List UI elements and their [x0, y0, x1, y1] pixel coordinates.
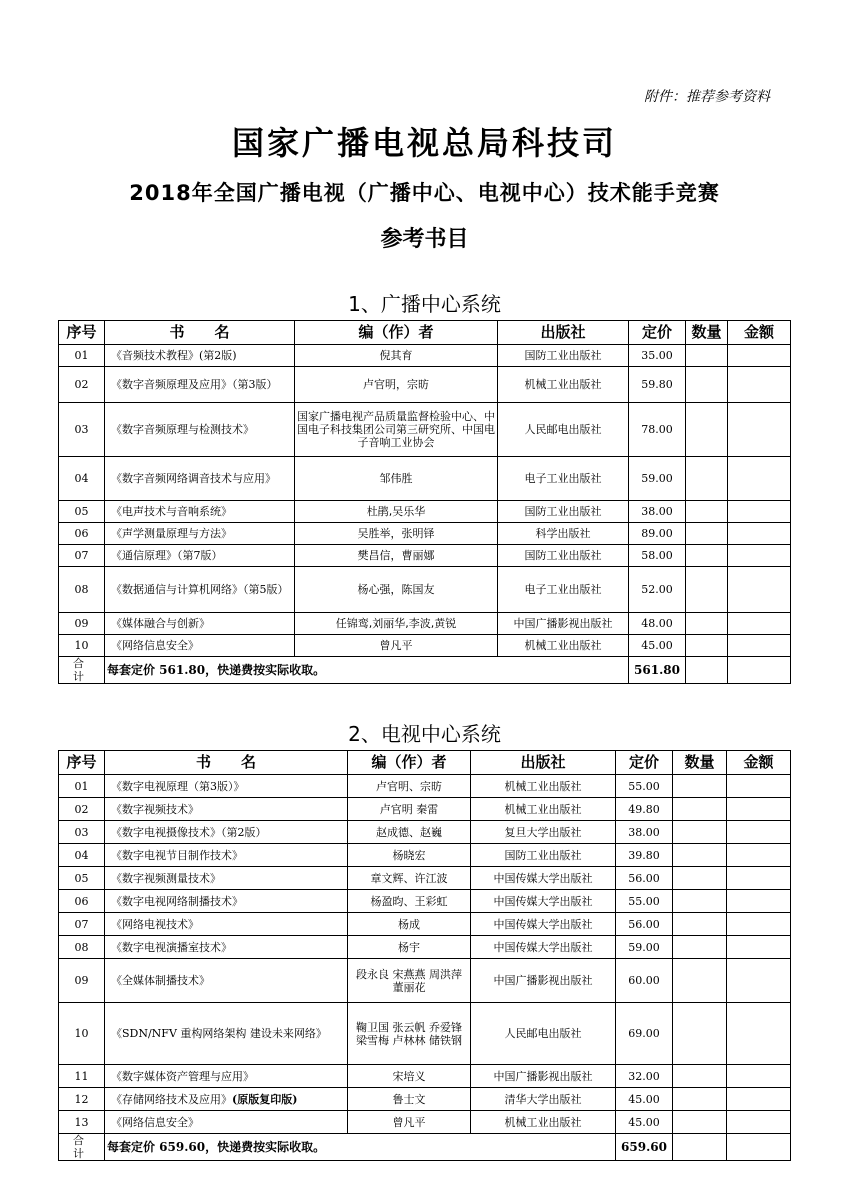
table-row	[59, 545, 791, 567]
header-price: 定价	[629, 321, 686, 345]
total-label: 合 计	[59, 1134, 105, 1161]
cell-book: 《数字音频原理及应用》（第3版）	[105, 367, 295, 403]
cell-seq: 08	[59, 567, 105, 613]
header-amount: 金额	[728, 321, 791, 345]
cell-author: 杨晓宏	[348, 844, 471, 867]
cell-amount	[727, 775, 791, 798]
table-row	[59, 890, 791, 913]
cell-author: 赵成德、赵巍	[348, 821, 471, 844]
cell-author: 宋培义	[348, 1065, 471, 1088]
cell-publisher: 人民邮电出版社	[498, 403, 629, 457]
cell-book: 《数据通信与计算机网络》（第5版）	[105, 567, 295, 613]
cell-book: 《音频技术教程》(第2版)	[105, 345, 295, 367]
cell-author: 樊昌信，曹丽娜	[295, 545, 498, 567]
table-row	[59, 523, 791, 545]
section1-heading: 1、广播中心系统	[348, 292, 501, 316]
header-author: 编（作）者	[348, 751, 471, 775]
total-row	[59, 1134, 791, 1161]
cell-publisher: 中国传媒大学出版社	[471, 936, 616, 959]
table-row	[59, 1003, 791, 1065]
cell-publisher: 中国传媒大学出版社	[471, 867, 616, 890]
cell-seq: 07	[59, 545, 105, 567]
cell-publisher: 国防工业出版社	[498, 345, 629, 367]
cell-author: 卢官明，宗昉	[295, 367, 498, 403]
table-row	[59, 798, 791, 821]
cell-price: 45.00	[629, 635, 686, 657]
cell-publisher: 电子工业出版社	[498, 567, 629, 613]
cell-author: 吴胜举，张明铎	[295, 523, 498, 545]
cell-publisher: 中国传媒大学出版社	[471, 890, 616, 913]
cell-price: 38.00	[629, 501, 686, 523]
cell-price: 39.80	[616, 844, 673, 867]
cell-amount	[728, 635, 791, 657]
cell-publisher: 机械工业出版社	[498, 635, 629, 657]
cell-price: 32.00	[616, 1065, 673, 1088]
cell-author: 杨宇	[348, 936, 471, 959]
cell-book: 《数字视频测量技术》	[105, 867, 348, 890]
cell-author: 国家广播电视产品质量监督检验中心、中国电子科技集团公司第三研究所、中国电子音响工业协会	[295, 403, 498, 457]
cell-publisher: 人民邮电出版社	[471, 1003, 616, 1065]
cell-price: 89.00	[629, 523, 686, 545]
cell-book: 《全媒体制播技术》	[105, 959, 348, 1003]
competition-title: 2018年全国广播电视（广播中心、电视中心）技术能手竞赛	[129, 181, 720, 205]
header-amount: 金额	[727, 751, 791, 775]
cell-book: 《数字媒体资产管理与应用》	[105, 1065, 348, 1088]
table-row	[59, 635, 791, 657]
cell-amount	[727, 844, 791, 867]
cell-publisher: 中国传媒大学出版社	[471, 913, 616, 936]
cell-author: 章文辉、许江波	[348, 867, 471, 890]
table-row	[59, 821, 791, 844]
cell-amount	[728, 657, 791, 684]
cell-author: 杨盈昀、王彩虹	[348, 890, 471, 913]
cell-seq: 11	[59, 1065, 105, 1088]
cell-amount	[727, 1003, 791, 1065]
cell-book: 《数字电视演播室技术》	[105, 936, 348, 959]
total-price: 561.80	[629, 657, 686, 684]
table-row	[59, 403, 791, 457]
cell-amount	[728, 345, 791, 367]
header-publisher: 出版社	[471, 751, 616, 775]
cell-price: 59.00	[616, 936, 673, 959]
table-header-row	[59, 321, 791, 345]
cell-price: 78.00	[629, 403, 686, 457]
cell-author: 倪其育	[295, 345, 498, 367]
table-row	[59, 1088, 791, 1111]
cell-qty	[673, 959, 727, 1003]
cell-publisher: 中国广播影视出版社	[471, 1065, 616, 1088]
cell-seq: 06	[59, 523, 105, 545]
cell-price: 48.00	[629, 613, 686, 635]
cell-book: 《数字电视节目制作技术》	[105, 844, 348, 867]
table-row	[59, 613, 791, 635]
header-author: 编（作）者	[295, 321, 498, 345]
cell-publisher: 机械工业出版社	[471, 798, 616, 821]
cell-qty	[673, 821, 727, 844]
table-row	[59, 959, 791, 1003]
table-row	[59, 501, 791, 523]
cell-seq: 02	[59, 798, 105, 821]
cell-publisher: 中国广播影视出版社	[471, 959, 616, 1003]
cell-seq: 10	[59, 635, 105, 657]
cell-seq: 07	[59, 913, 105, 936]
total-row	[59, 657, 791, 684]
table-row	[59, 775, 791, 798]
cell-amount	[727, 959, 791, 1003]
table-row	[59, 367, 791, 403]
cell-qty	[686, 567, 728, 613]
cell-book: 《数字电视网络制播技术》	[105, 890, 348, 913]
cell-qty	[686, 367, 728, 403]
cell-publisher: 机械工业出版社	[471, 1111, 616, 1134]
cell-author: 卢官明、宗昉	[348, 775, 471, 798]
cell-qty	[673, 844, 727, 867]
table-row	[59, 1065, 791, 1088]
cell-amount	[728, 501, 791, 523]
cell-amount	[728, 523, 791, 545]
cell-seq: 04	[59, 457, 105, 501]
header-book: 书 名	[105, 321, 295, 345]
cell-amount	[728, 545, 791, 567]
cell-amount	[727, 1111, 791, 1134]
table-row	[59, 345, 791, 367]
cell-qty	[686, 457, 728, 501]
cell-qty	[673, 890, 727, 913]
table-header-row	[59, 751, 791, 775]
cell-price: 52.00	[629, 567, 686, 613]
cell-amount	[727, 890, 791, 913]
cell-qty	[673, 1088, 727, 1111]
table-row	[59, 567, 791, 613]
cell-qty	[673, 867, 727, 890]
cell-seq: 03	[59, 403, 105, 457]
cell-book: 《数字视频技术》	[105, 798, 348, 821]
cell-seq: 13	[59, 1111, 105, 1134]
cell-seq: 01	[59, 345, 105, 367]
cell-author: 卢官明 秦雷	[348, 798, 471, 821]
cell-qty	[673, 1134, 727, 1161]
header-seq: 序号	[59, 321, 105, 345]
cell-book: 《网络电视技术》	[105, 913, 348, 936]
cell-author: 鞠卫国 张云帆 乔爱锋 梁雪梅 卢林林 储铁钢	[348, 1003, 471, 1065]
cell-seq: 04	[59, 844, 105, 867]
cell-seq: 02	[59, 367, 105, 403]
total-price: 659.60	[616, 1134, 673, 1161]
cell-qty	[686, 545, 728, 567]
cell-seq: 05	[59, 867, 105, 890]
cell-publisher: 国防工业出版社	[498, 545, 629, 567]
header-seq: 序号	[59, 751, 105, 775]
cell-author: 曾凡平	[348, 1111, 471, 1134]
cell-price: 45.00	[616, 1111, 673, 1134]
cell-publisher: 清华大学出版社	[471, 1088, 616, 1111]
cell-amount	[727, 1065, 791, 1088]
table-row	[59, 844, 791, 867]
header-price: 定价	[616, 751, 673, 775]
cell-author: 杨成	[348, 913, 471, 936]
header-qty: 数量	[673, 751, 727, 775]
cell-qty	[673, 775, 727, 798]
cell-author: 邹伟胜	[295, 457, 498, 501]
cell-amount	[727, 913, 791, 936]
total-note: 每套定价 659.60，快递费按实际收取。	[105, 1134, 616, 1161]
cell-amount	[728, 457, 791, 501]
cell-publisher: 国防工业出版社	[471, 844, 616, 867]
table-row	[59, 913, 791, 936]
cell-seq: 12	[59, 1088, 105, 1111]
cell-seq: 09	[59, 959, 105, 1003]
cell-qty	[686, 635, 728, 657]
cell-book: 《声学测量原理与方法》	[105, 523, 295, 545]
cell-qty	[673, 936, 727, 959]
table-row	[59, 1111, 791, 1134]
cell-price: 58.00	[629, 545, 686, 567]
cell-qty	[686, 523, 728, 545]
cell-qty	[673, 1003, 727, 1065]
cell-publisher: 机械工业出版社	[471, 775, 616, 798]
cell-price: 69.00	[616, 1003, 673, 1065]
cell-qty	[686, 501, 728, 523]
cell-qty	[673, 798, 727, 821]
cell-author: 任锦鸾,刘丽华,李波,黄锐	[295, 613, 498, 635]
cell-amount	[727, 821, 791, 844]
cell-author: 杨心强，陈国友	[295, 567, 498, 613]
cell-book: 《媒体融合与创新》	[105, 613, 295, 635]
table-row	[59, 867, 791, 890]
cell-amount	[728, 367, 791, 403]
issuer-title: 国家广播电视总局科技司	[231, 124, 617, 162]
cell-qty	[673, 1111, 727, 1134]
cell-amount	[728, 613, 791, 635]
cell-amount	[727, 1134, 791, 1161]
cell-seq: 03	[59, 821, 105, 844]
cell-book: 《数字音频网络调音技术与应用》	[105, 457, 295, 501]
cell-book: 《网络信息安全》	[105, 1111, 348, 1134]
section1-table	[58, 320, 791, 684]
header-publisher: 出版社	[498, 321, 629, 345]
cell-book: 《网络信息安全》	[105, 635, 295, 657]
cell-book: 《数字电视摄像技术》（第2版）	[105, 821, 348, 844]
section2-table	[58, 750, 791, 1161]
cell-price: 60.00	[616, 959, 673, 1003]
cell-author: 鲁士文	[348, 1088, 471, 1111]
header-book: 书 名	[105, 751, 348, 775]
cell-seq: 05	[59, 501, 105, 523]
cell-amount	[727, 1088, 791, 1111]
cell-book: 《数字电视原理（第3版）》	[105, 775, 348, 798]
book-edition-note: (原版复印版)	[232, 1092, 298, 1106]
cell-book: 《数字音频原理与检测技术》	[105, 403, 295, 457]
cell-publisher: 科学出版社	[498, 523, 629, 545]
cell-price: 35.00	[629, 345, 686, 367]
cell-price: 49.80	[616, 798, 673, 821]
cell-amount	[728, 403, 791, 457]
cell-qty	[686, 403, 728, 457]
cell-qty	[673, 1065, 727, 1088]
section2-heading: 2、电视中心系统	[348, 722, 501, 746]
cell-price: 56.00	[616, 867, 673, 890]
cell-author: 曾凡平	[295, 635, 498, 657]
total-note: 每套定价 561.80，快递费按实际收取。	[105, 657, 629, 684]
cell-price: 45.00	[616, 1088, 673, 1111]
cell-price: 55.00	[616, 890, 673, 913]
attachment-note: 附件：推荐参考资料	[644, 89, 770, 105]
cell-publisher: 复旦大学出版社	[471, 821, 616, 844]
book-title: 《存储网络技术及应用》	[111, 1092, 232, 1106]
cell-qty	[686, 657, 728, 684]
table-row	[59, 457, 791, 501]
total-label: 合 计	[59, 657, 105, 684]
cell-amount	[727, 936, 791, 959]
table-row	[59, 936, 791, 959]
cell-price: 38.00	[616, 821, 673, 844]
cell-amount	[728, 567, 791, 613]
cell-amount	[727, 867, 791, 890]
cell-qty	[686, 345, 728, 367]
cell-publisher: 中国广播影视出版社	[498, 613, 629, 635]
cell-qty	[686, 613, 728, 635]
cell-book: 《通信原理》（第7版）	[105, 545, 295, 567]
cell-seq: 08	[59, 936, 105, 959]
cell-price: 56.00	[616, 913, 673, 936]
cell-seq: 10	[59, 1003, 105, 1065]
cell-seq: 09	[59, 613, 105, 635]
cell-qty	[673, 913, 727, 936]
cell-publisher: 机械工业出版社	[498, 367, 629, 403]
cell-book: 《电声技术与音响系统》	[105, 501, 295, 523]
cell-price: 55.00	[616, 775, 673, 798]
cell-publisher: 电子工业出版社	[498, 457, 629, 501]
cell-seq: 06	[59, 890, 105, 913]
cell-publisher: 国防工业出版社	[498, 501, 629, 523]
cell-book	[105, 1088, 348, 1111]
cell-book: 《SDN/NFV 重构网络架构 建设未来网络》	[105, 1003, 348, 1065]
cell-amount	[727, 798, 791, 821]
header-qty: 数量	[686, 321, 728, 345]
cell-price: 59.00	[629, 457, 686, 501]
cell-seq: 01	[59, 775, 105, 798]
cell-author: 段永良 宋燕燕 周洪萍 董丽花	[348, 959, 471, 1003]
cell-author: 杜鹃,吴乐华	[295, 501, 498, 523]
cell-price: 59.80	[629, 367, 686, 403]
document-title: 参考书目	[380, 227, 469, 252]
